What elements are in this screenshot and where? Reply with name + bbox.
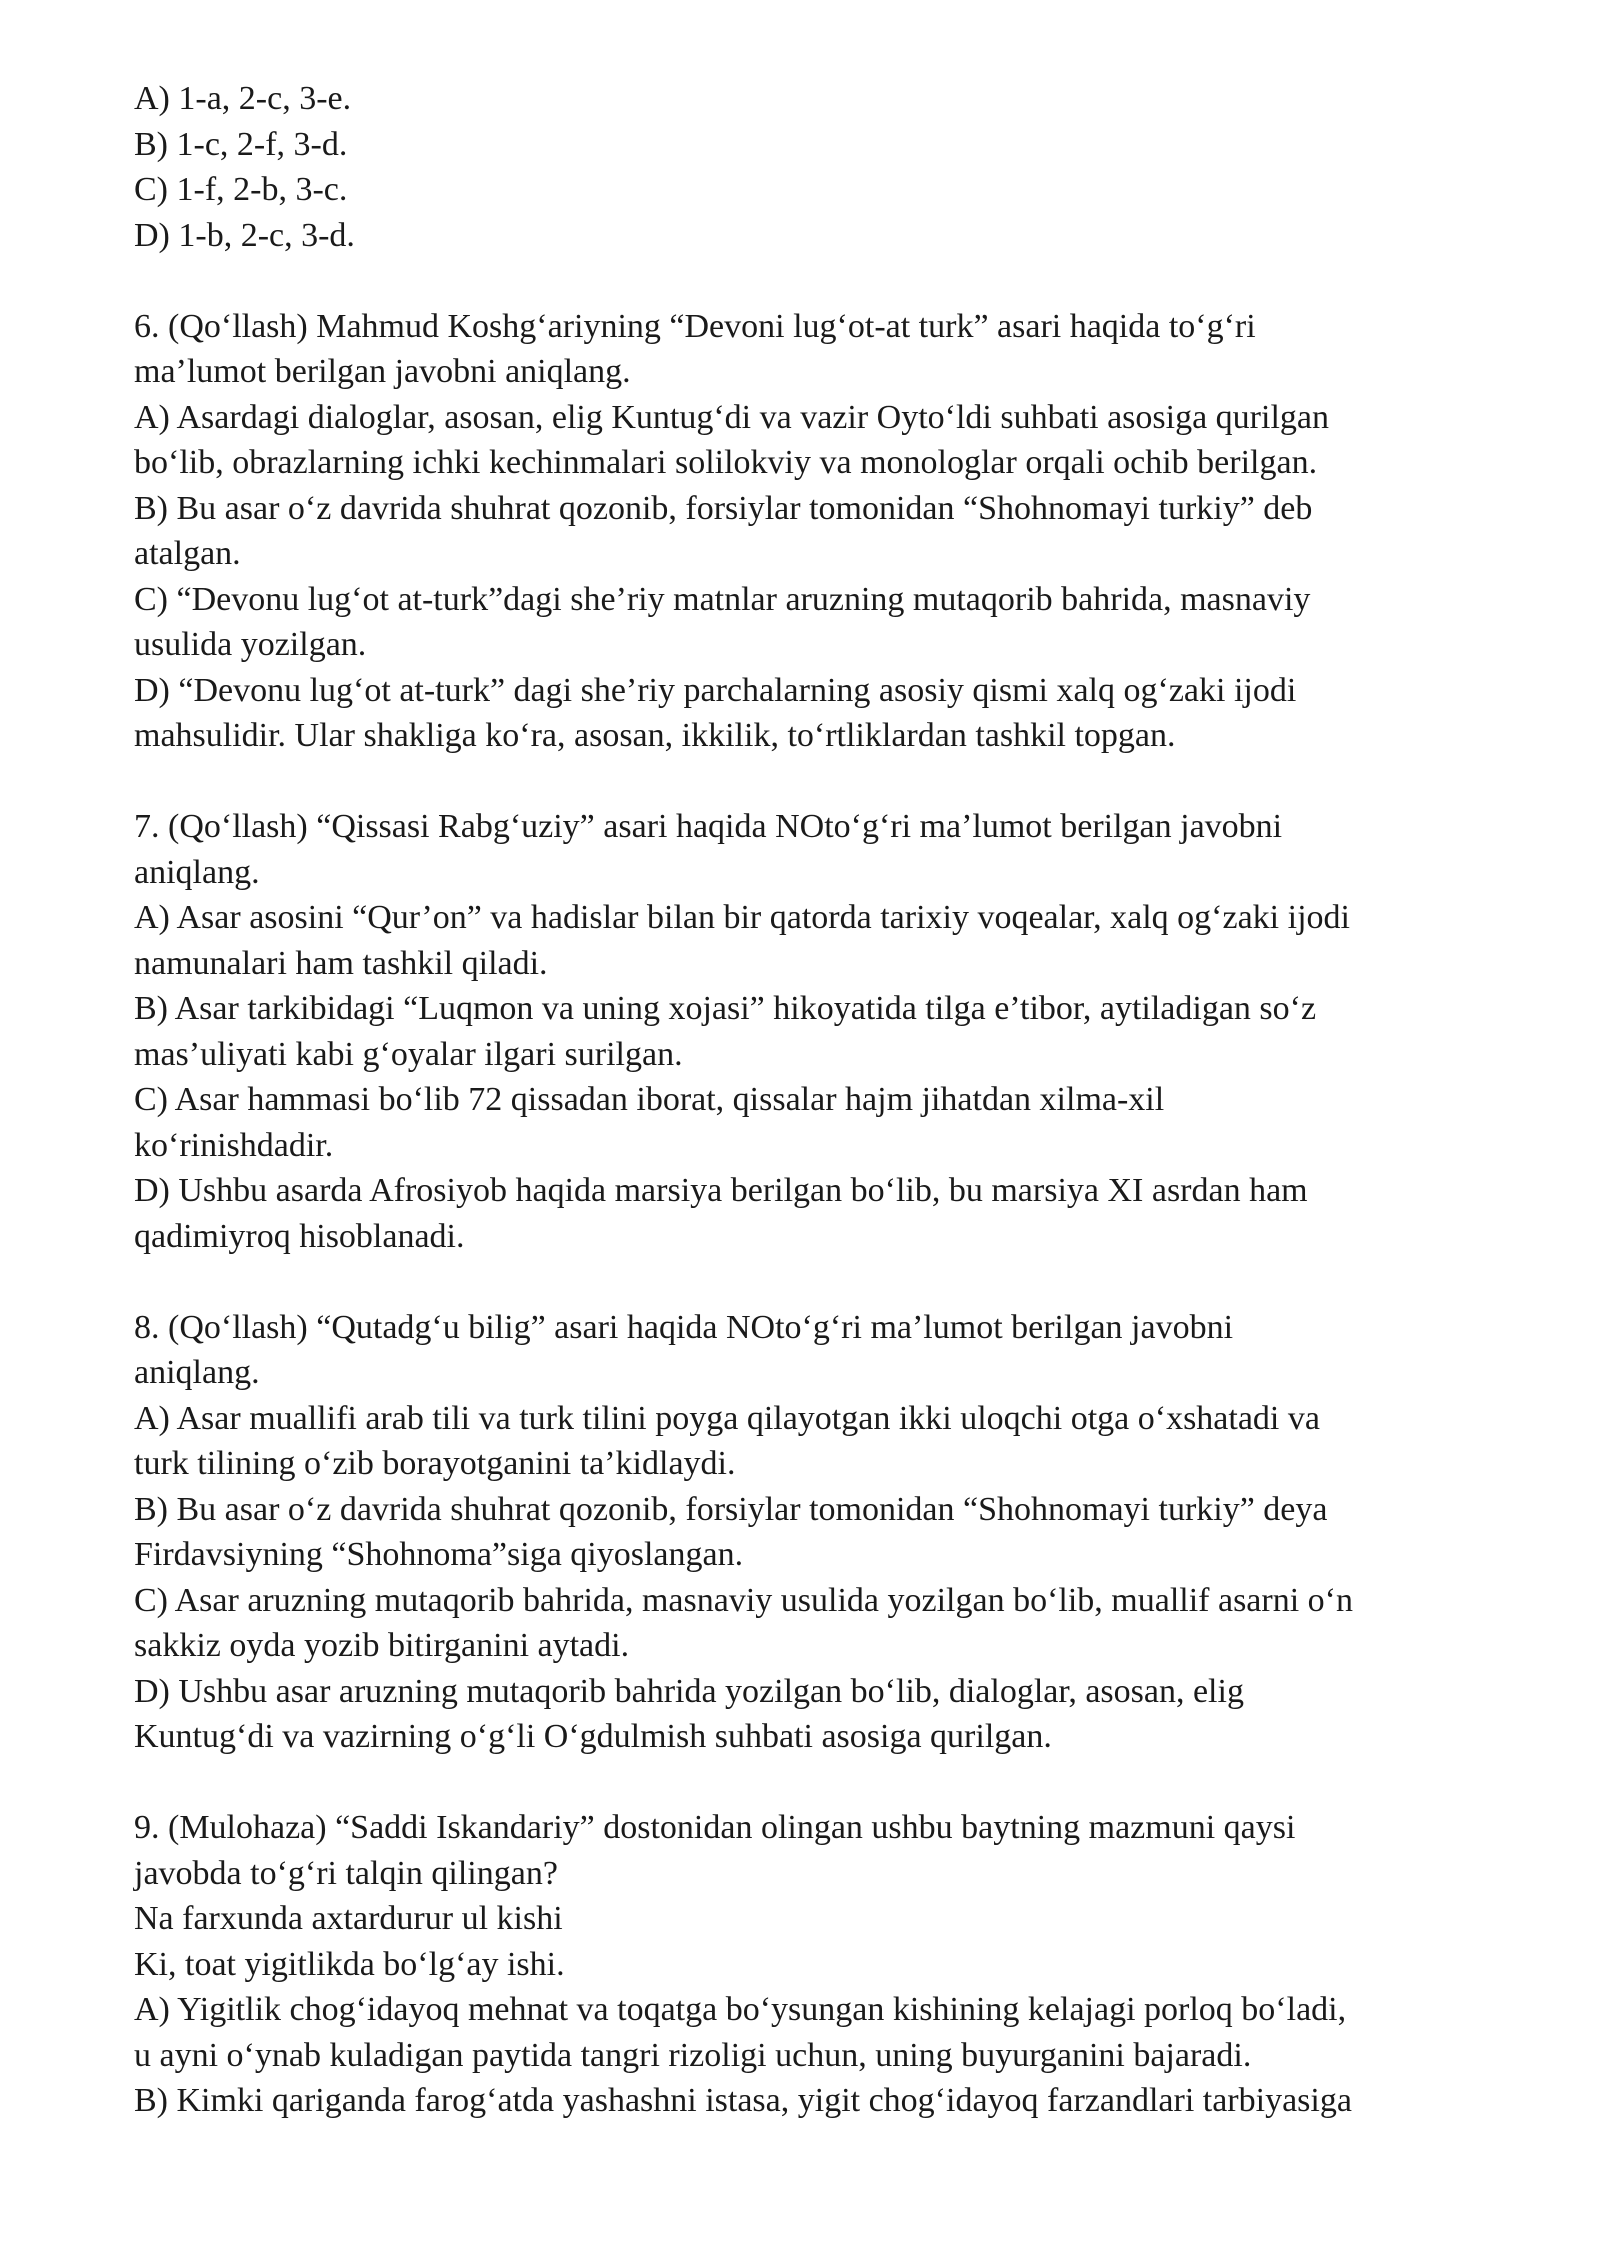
answer-option: qadimiyroq hisoblanadi. [134,1217,465,1255]
answer-option: B) 1-c, 2-f, 3-d. [134,125,348,163]
question-6 [134,304,1514,759]
answer-option: A) 1-a, 2-c, 3-e. [134,80,352,117]
answer-option: A) Asar asosini “Qur’on” va hadislar bilan bir qatorda tarixiy voqealar, xalq og‘zaki ijodi [134,899,1350,936]
answer-option: B) Bu asar o‘z davrida shuhrat qozonib, forsiylar tomonidan “Shohnomayi turkiy” deya [134,1490,1328,1528]
answer-option: D) Ushbu asar aruzning mutaqorib bahrida yozilgan bo‘lib, dialoglar, asosan, elig [134,1672,1244,1710]
answer-option: atalgan. [134,535,241,572]
question-text: 9. (Mulohaza) “Saddi Iskandariy” dostonidan olingan ushbu baytning mazmuni qaysi [134,1809,1296,1846]
question-text: 7. (Qo‘llash) “Qissasi Rabg‘uziy” asari haqida NOto‘g‘ri ma’lumot berilgan javobni [134,808,1283,845]
question-text: aniqlang. [134,1354,260,1391]
answer-option: namunalari ham tashkil qiladi. [134,944,548,982]
previous-question-options [134,76,1514,258]
answer-option: Firdavsiyning “Shohnoma”siga qiyoslangan. [134,1536,744,1573]
answer-option: Kuntug‘di va vazirning o‘g‘li O‘gdulmish suhbati asosiga qurilgan. [134,1718,1052,1755]
answer-option: usulida yozilgan. [134,626,367,663]
question-text: 6. (Qo‘llash) Mahmud Koshg‘ariyning “Devoni lug‘ot-at turk” asari haqida to‘g‘ri [134,307,1256,345]
answer-option: A) Asar muallifi arab tili va turk tilini poyga qilayotgan ikki uloqchi otga o‘xshatadi va [134,1399,1320,1437]
answer-option: D) 1-b, 2-c, 3-d. [134,216,355,254]
answer-option: D) “Devonu lug‘ot at-turk” dagi she’riy parchalarning asosiy qismi xalq og‘zaki ijodi [134,671,1297,709]
question-text: 8. (Qo‘llash) “Qutadg‘u bilig” asari haqida NOto‘g‘ri ma’lumot berilgan javobni [134,1308,1234,1346]
answer-option: bo‘lib, obrazlarning ichki kechinmalari solilokviy va monologlar orqali ochib berilgan. [134,444,1318,481]
answer-option: A) Asardagi dialoglar, asosan, elig Kuntug‘di va vazir Oyto‘ldi suhbati asosiga qurilgan [134,398,1329,436]
answer-option: C) “Devonu lug‘ot at-turk”dagi she’riy matnlar aruzning mutaqorib bahrida, masnaviy [134,580,1311,618]
answer-option: mas’uliyati kabi g‘oyalar ilgari surilgan. [134,1035,683,1073]
answer-option: C) Asar aruzning mutaqorib bahrida, masnaviy usulida yozilgan bo‘lib, muallif asarni o‘n [134,1581,1353,1619]
answer-option: B) Kimki qariganda farog‘atda yashashni istasa, yigit chog‘idayoq farzandlari tarbiyasiga [134,2082,1352,2119]
answer-option: A) Yigitlik chog‘idayoq mehnat va toqatga bo‘ysungan kishining kelajagi porloq bo‘ladi, [134,1991,1347,2028]
question-9 [134,1805,1514,2124]
question-text: aniqlang. [134,853,260,891]
answer-option: C) 1-f, 2-b, 3-c. [134,171,348,208]
answer-option: ko‘rinishdadir. [134,1126,334,1164]
question-8 [134,1305,1514,1760]
answer-option: u ayni o‘ynab kuladigan paytida tangri rizoligi uchun, uning buyurganini bajaradi. [134,2036,1252,2074]
question-text: javobda to‘g‘ri talqin qilingan? [134,1854,558,1892]
answer-option: B) Bu asar o‘z davrida shuhrat qozonib, forsiylar tomonidan “Shohnomayi turkiy” deb [134,489,1313,527]
answer-option: D) Ushbu asarda Afrosiyob haqida marsiya berilgan bo‘lib, bu marsiya XI asrdan ham [134,1172,1308,1209]
verse-line: Ki, toat yigitlikda bo‘lg‘ay ishi. [134,1945,565,1983]
answer-option: sakkiz oyda yozib bitirganini aytadi. [134,1627,630,1664]
document-page [134,76,1514,2124]
question-7 [134,804,1514,1259]
answer-option: mahsulidir. Ular shakliga ko‘ra, asosan, ikkilik, to‘rtliklardan tashkil topgan. [134,717,1176,754]
question-text: ma’lumot berilgan javobni aniqlang. [134,353,631,390]
answer-option: turk tilining o‘zib borayotganini ta’kidlaydi. [134,1445,736,1482]
verse-line: Na farxunda axtardurur ul kishi [134,1900,563,1937]
answer-option: B) Asar tarkibidagi “Luqmon va uning xojasi” hikoyatida tilga e’tibor, aytiladigan so‘z [134,990,1317,1027]
answer-option: C) Asar hammasi bo‘lib 72 qissadan iborat, qissalar hajm jihatdan xilma-xil [134,1081,1165,1118]
